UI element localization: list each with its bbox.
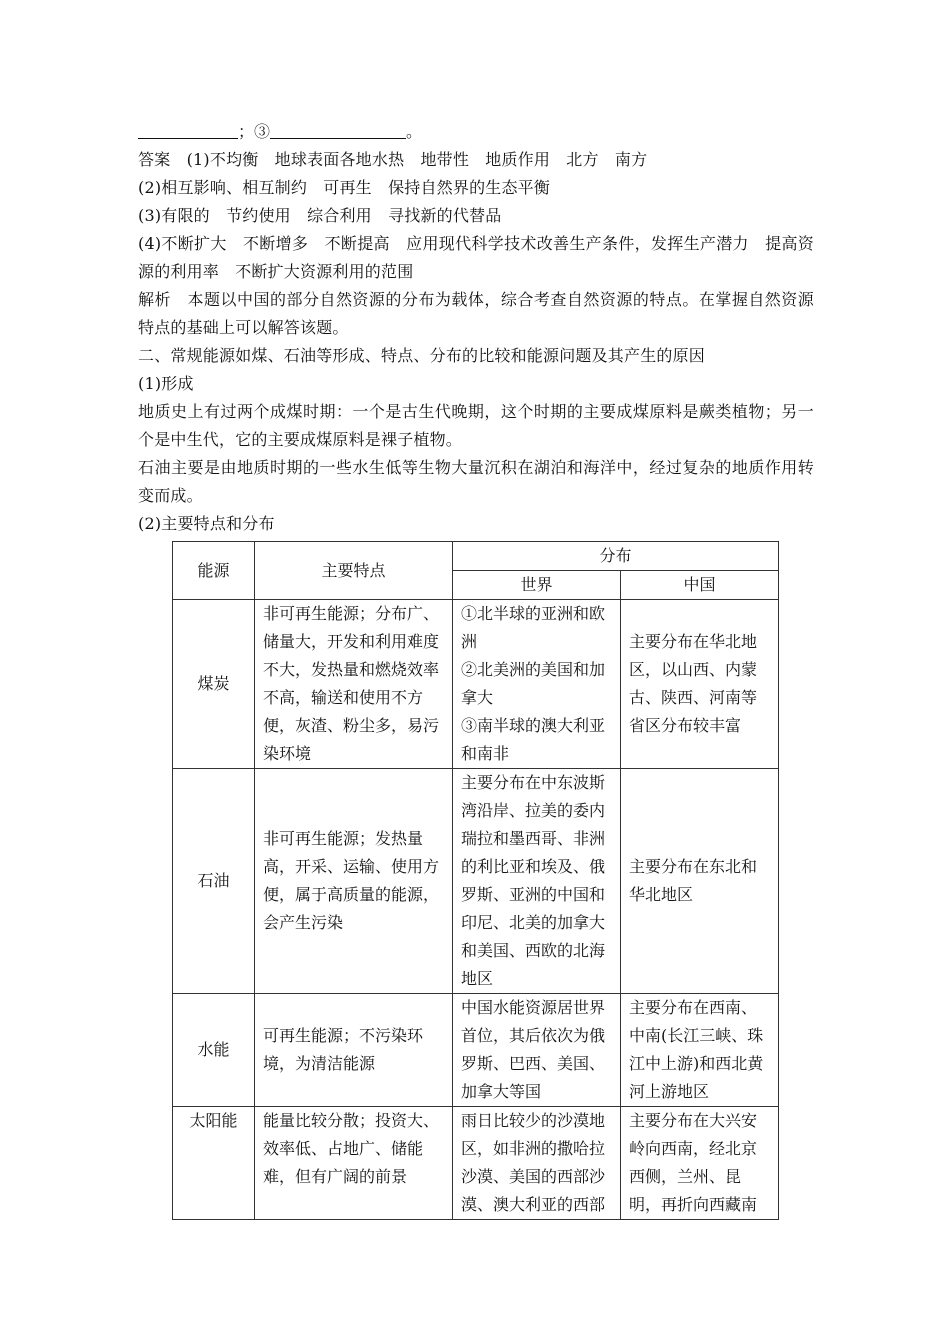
header-energy: 能源: [173, 542, 255, 600]
table-row: [173, 994, 779, 1107]
header-china: 中国: [621, 571, 779, 600]
energy-features: 能量比较分散；投资大、效率低、占地广、储能难，但有广阔的前景: [255, 1107, 453, 1220]
fill-end: 。: [406, 122, 423, 141]
energy-features: 非可再生能源；发热量高，开采、运输、使用方便，属于高质量的能源，会产生污染: [255, 769, 453, 994]
energy-features: 非可再生能源；分布广、储量大，开发和利用难度不大，发热量和燃烧效率不高，输送和使用不方便，灰渣、粉尘多，易污染环境: [255, 600, 453, 769]
answer-line-1: 答案 (1)不均衡 地球表面各地水热 地带性 地质作用 北方 南方: [138, 150, 648, 169]
page-body: [138, 118, 814, 538]
world-distribution: 中国水能资源居世界首位，其后依次为俄罗斯、巴西、美国、加拿大等国: [453, 994, 621, 1107]
header-features: 主要特点: [255, 542, 453, 600]
china-distribution: 主要分布在大兴安岭向西南，经北京西侧，兰州、昆明，再折向西藏南: [621, 1107, 779, 1220]
header-distribution: 分布: [453, 542, 779, 571]
subsection-features: (2)主要特点和分布: [138, 514, 275, 533]
china-distribution: 主要分布在东北和华北地区: [621, 769, 779, 994]
energy-name: 太阳能: [173, 1107, 255, 1220]
fill-in-line: [138, 118, 814, 146]
world-distribution: 主要分布在中东波斯湾沿岸、拉美的委内瑞拉和墨西哥、非洲的利比亚和埃及、俄罗斯、亚洲的中国和印尼、北美的加拿大和美国、西欧的北海地区: [453, 769, 621, 994]
world-distribution: 雨日比较少的沙漠地区，如非洲的撒哈拉沙漠、美国的西部沙漠、澳大利亚的西部: [453, 1107, 621, 1220]
table-row: [173, 600, 779, 769]
fill-separator: ；③: [238, 122, 271, 141]
table-row: [173, 769, 779, 994]
china-distribution: 主要分布在西南、中南(长江三峡、珠江中上游)和西北黄河上游地区: [621, 994, 779, 1107]
oil-formation-paragraph: 石油主要是由地质时期的一些水生低等生物大量沉积在湖泊和海洋中，经过复杂的地质作用转变而成。: [138, 458, 814, 505]
china-distribution: 主要分布在华北地区，以山西、内蒙古、陕西、河南等省区分布较丰富: [621, 600, 779, 769]
answer-line-4: (4)不断扩大 不断增多 不断提高 应用现代科学技术改善生产条件，发挥生产潜力 提高资源的利用率 不断扩大资源利用的范围: [138, 234, 814, 281]
answer-line-3: (3)有限的 节约使用 综合利用 寻找新的代替品: [138, 206, 502, 225]
analysis-paragraph: 解析 本题以中国的部分自然资源的分布为载体，综合考查自然资源的特点。在掌握自然资源特点的基础上可以解答该题。: [138, 290, 814, 337]
energy-comparison-table: [172, 541, 779, 1220]
subsection-formation: (1)形成: [138, 374, 194, 393]
world-distribution: ①北半球的亚洲和欧洲 ②北美洲的美国和加拿大 ③南半球的澳大利亚和南非: [453, 600, 621, 769]
answer-line-2: (2)相互影响、相互制约 可再生 保持自然界的生态平衡: [138, 178, 551, 197]
answer-blank-2[interactable]: [138, 122, 238, 139]
energy-features: 可再生能源；不污染环境，为清洁能源: [255, 994, 453, 1107]
header-world: 世界: [453, 571, 621, 600]
energy-name: 水能: [173, 994, 255, 1107]
coal-formation-paragraph: 地质史上有过两个成煤时期：一个是古生代晚期，这个时期的主要成煤原料是蕨类植物；另一个是中生代，它的主要成煤原料是裸子植物。: [138, 402, 814, 449]
table-row: [173, 1107, 779, 1220]
table-header-row: [173, 542, 779, 571]
energy-name: 煤炭: [173, 600, 255, 769]
answer-blank-3[interactable]: [270, 122, 406, 139]
section-2-title: 二、常规能源如煤、石油等形成、特点、分布的比较和能源问题及其产生的原因: [138, 346, 706, 365]
energy-name: 石油: [173, 769, 255, 994]
